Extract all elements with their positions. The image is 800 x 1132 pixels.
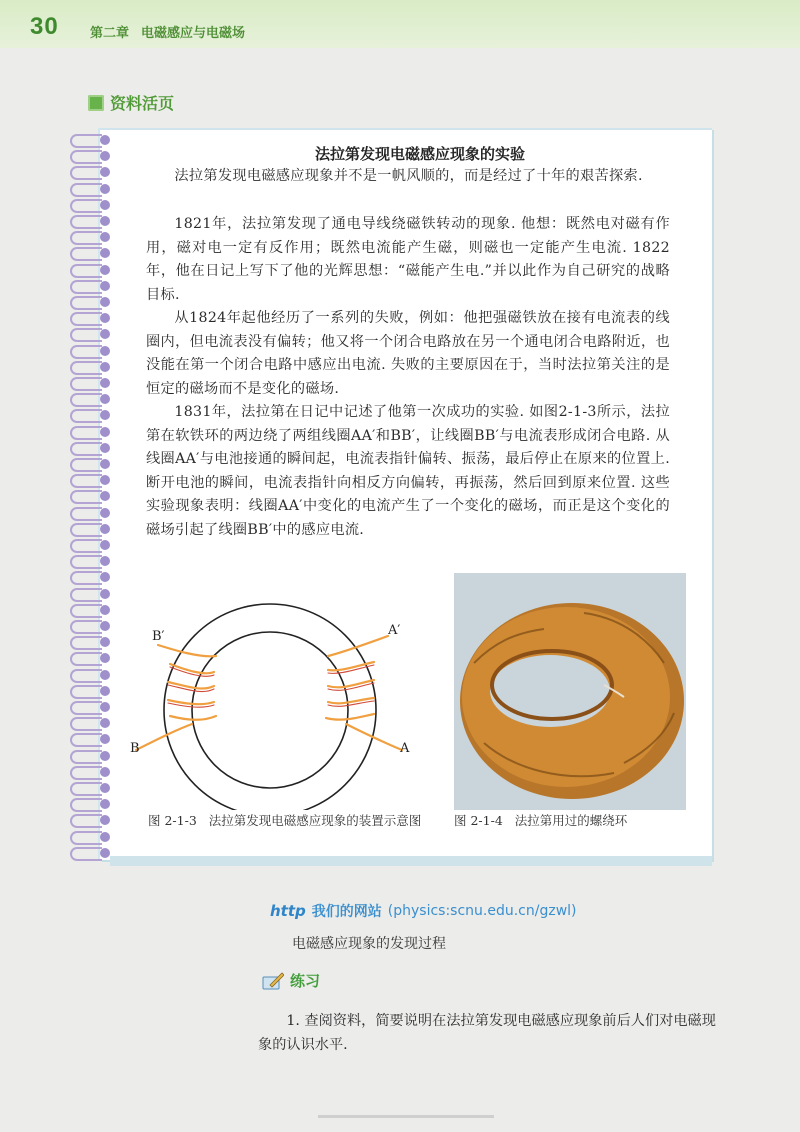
label-a: A — [400, 741, 410, 756]
spiral-ring — [70, 750, 116, 762]
article-paragraph: 法拉第发现电磁感应现象并不是一帆风顺的，而是经过了十年的艰苦探索. — [174, 168, 643, 184]
spiral-ring — [70, 474, 116, 486]
coil-turn — [328, 680, 374, 687]
coil-turn — [326, 714, 374, 720]
spiral-ring — [70, 782, 116, 794]
spiral-binding — [66, 128, 126, 868]
spiral-ring — [70, 539, 116, 551]
spiral-ring — [70, 393, 116, 405]
website-label: 我们的网站 — [311, 904, 382, 920]
label-b-prime: B′ — [152, 629, 165, 644]
spiral-ring — [70, 247, 116, 259]
spiral-ring — [70, 507, 116, 519]
spiral-ring — [70, 442, 116, 454]
spiral-ring — [70, 604, 116, 616]
panel-bottom-edge — [110, 856, 712, 866]
spiral-ring — [70, 199, 116, 211]
spiral-ring — [70, 134, 116, 146]
exercise-label: 练习 — [290, 972, 321, 990]
page-number: 30 — [30, 13, 59, 40]
spiral-ring — [70, 636, 116, 648]
spiral-ring — [70, 361, 116, 373]
spiral-ring — [70, 669, 116, 681]
exercise-heading — [262, 970, 320, 991]
spiral-ring — [70, 296, 116, 308]
spiral-ring — [70, 733, 116, 745]
spiral-ring — [70, 312, 116, 324]
section-tag — [88, 91, 174, 114]
document-icon — [88, 95, 104, 111]
spiral-ring — [70, 215, 116, 227]
spiral-ring — [70, 588, 116, 600]
spiral-ring — [70, 571, 116, 583]
spiral-ring — [70, 231, 116, 243]
spiral-ring — [70, 409, 116, 421]
coil-turn — [168, 682, 214, 689]
spiral-ring — [70, 458, 116, 470]
figure1-number: 图 2-1-3 — [148, 813, 197, 828]
spiral-ring — [70, 345, 116, 357]
spiral-ring — [70, 555, 116, 567]
article-paragraph: 1831年，法拉第在日记中记述了他第一次成功的实验. 如图2-1-3所示，法拉第在软铁环的两边绕了两组线圈AA′和BB′，让线圈BB′与电流表形成闭合电路. 从线圈AA′与电池接通的瞬间起，电流表指针偏转、振荡，最后停止在原来的位置上. 断开电池的瞬间，电流表指针向相反方向偏转，再振荡，然后回到原来位置. 这些实验现象表明：线圈AA′中变化的电流产生了一个变化的磁场，而正是这个变化的磁场引起了线圈BB′中的感应电流. — [146, 404, 670, 538]
spiral-ring — [70, 685, 116, 697]
spiral-ring — [70, 717, 116, 729]
website-url[interactable]: (physics:scnu.edu.cn/gzwl) — [387, 903, 577, 919]
toroid-hole — [490, 655, 610, 727]
chapter-number: 第二章 — [90, 26, 130, 41]
spiral-ring — [70, 831, 116, 843]
toroid-photo — [454, 573, 686, 810]
coil-lead-a-prime — [328, 636, 388, 656]
spiral-ring — [70, 328, 116, 340]
spiral-ring — [70, 150, 116, 162]
spiral-ring — [70, 798, 116, 810]
spiral-ring — [70, 166, 116, 178]
spiral-ring — [70, 377, 116, 389]
page-bottom-strip — [318, 1115, 494, 1118]
spiral-ring — [70, 280, 116, 292]
figure2-caption-text: 法拉第用过的螺绕环 — [514, 813, 628, 828]
coil-right — [326, 636, 402, 750]
article-paragraph: 从1824年起他经历了一系列的失败，例如：他把强磁铁放在接有电流表的线圈内，但电流表没有偏转；他又将一个闭合电路放在另一个通电闭合电路附近，也没能在第一个闭合电路中感应出电流. 失败的主要原因在于，当时法拉第关注的是恒定的磁场而不是变化的磁场. — [146, 310, 670, 397]
figure1-caption — [148, 812, 438, 830]
http-icon: http — [270, 902, 306, 920]
coil-turn — [168, 700, 214, 704]
label-b: B — [130, 741, 140, 756]
article-paragraph: 1821年，法拉第发现了通电导线绕磁铁转动的现象. 他想：既然电对磁有作用，磁对电一定有反作用；既然电流能产生磁，则磁也一定能产生电流. 1822年，他在日记上写下了他的光辉思想：“磁能产生电.”并以此作为自己研究的战略目标. — [146, 216, 670, 303]
spiral-ring — [70, 523, 116, 535]
figure2-number: 图 2-1-4 — [454, 813, 503, 828]
coil-turn — [170, 664, 214, 673]
figure1-caption-text: 法拉第发现电磁感应现象的装置示意图 — [208, 813, 422, 828]
website-description: 电磁感应现象的发现过程 — [292, 936, 446, 952]
chapter-heading — [90, 22, 245, 41]
spiral-ring — [70, 620, 116, 632]
coil-lead-b — [136, 724, 192, 750]
figure2-caption — [454, 812, 694, 830]
pencil-paper-icon — [262, 971, 284, 991]
spiral-ring — [70, 847, 116, 859]
spiral-ring — [70, 426, 116, 438]
spiral-ring — [70, 652, 116, 664]
chapter-title: 电磁感应与电磁场 — [141, 26, 246, 41]
iron-ring-diagram — [130, 600, 430, 810]
article-title: 法拉第发现电磁感应现象的实验 — [314, 145, 525, 163]
website-row — [270, 901, 577, 921]
spiral-ring — [70, 814, 116, 826]
spiral-ring — [70, 701, 116, 713]
spiral-ring — [70, 766, 116, 778]
spiral-ring — [70, 183, 116, 195]
section-label: 资料活页 — [110, 94, 175, 113]
exercise-question: 1. 查阅资料，简要说明在法拉第发现电磁感应现象前后人们对电磁现象的认识水平. — [258, 1013, 716, 1053]
coil-lead-b-prime — [158, 645, 216, 656]
label-a-prime: A′ — [388, 623, 401, 638]
spiral-ring — [70, 490, 116, 502]
spiral-ring — [70, 264, 116, 276]
